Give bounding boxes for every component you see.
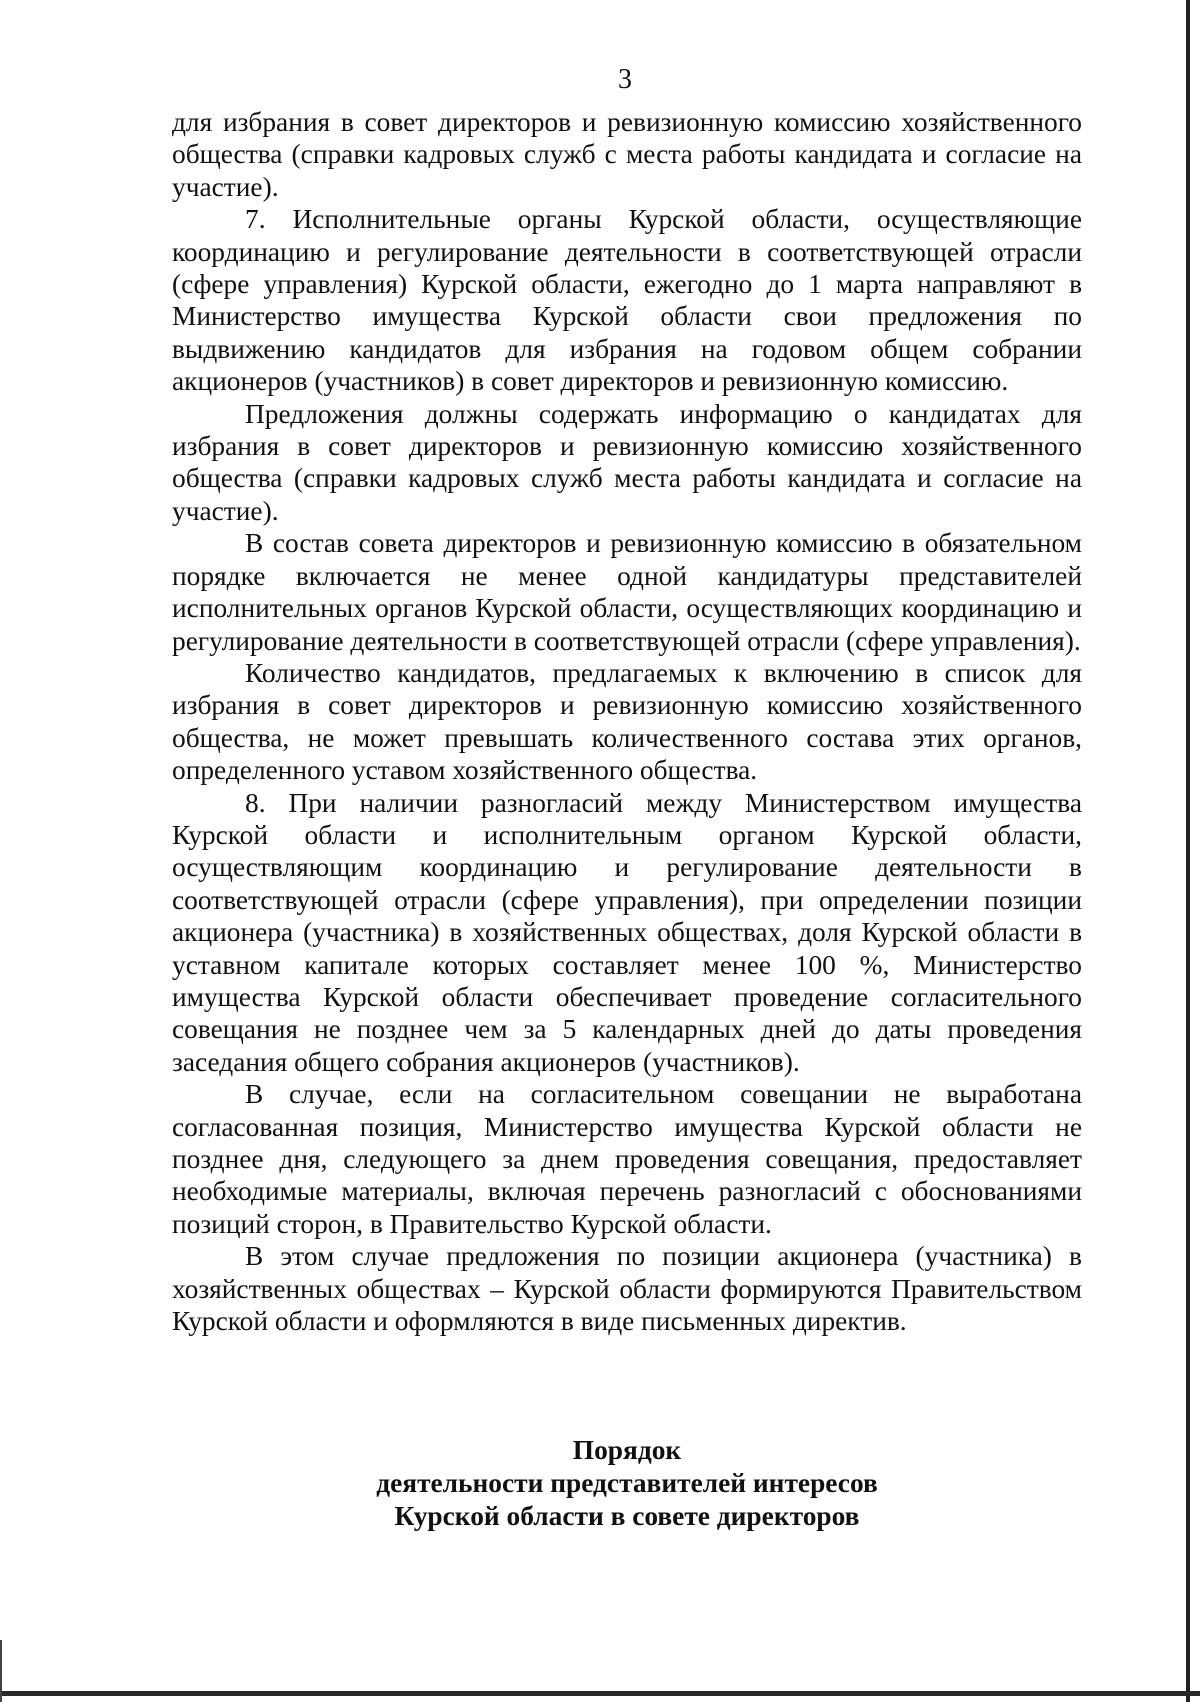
page-number: 3 [618,64,632,95]
paragraph-board-composition: В состав совета директоров и ревизионную комиссию в обязательном порядке включается не менее одной кандидатуры представителей исполнительных органов Курской области, осуществляющих координацию и регулирование деятельности в соответствующей отрасли (сфере управления). [172,528,1082,656]
heading-line-1: Порядок [572,1435,682,1465]
scan-edge-right [1186,0,1190,1702]
document-body [172,106,1082,1337]
paragraph-item-7: 7. Исполнительные органы Курской области, осуществляющие координацию и регулирование деятельности в соответствующей отрасли (сфере управления) Курской области, ежегодно до 1 марта направляют в Министерство имущества Курской области свои предложения по выдвижению кандидатов для избрания на годовом общем собрании акционеров (участников) в совет директоров и ревизионную комиссию. [172,204,1082,397]
scan-edge-bottom [0,1691,1200,1696]
paragraph-candidate-count: Количество кандидатов, предлагаемых к включению в список для избрания в совет директоров и ревизионную комиссию хозяйственного общества, не может превышать количественного состава этих органов, определенного уставом хозяйственного общества. [172,657,1082,786]
paragraph-continuation: для избрания в совет директоров и ревизионную комиссию хозяйственного общества (справки кадровых служб с места работы кандидата и согласие на участие). [172,107,1082,202]
paragraph-disagreement-case: В случае, если на согласительном совещании не выработана согласованная позиция, Министерство имущества Курской области не позднее дня, следующего за днем проведения совещания, предоставляет необходимые материалы, включая перечень разногласий с обоснованиями позиций сторон, в Правительство Курской области. [172,1079,1082,1239]
section-heading [172,1434,1082,1533]
heading-line-2: деятельности представителей интересов [376,1468,878,1498]
paragraph-directives: В этом случае предложения по позиции акционера (участника) в хозяйственных обществах – Курской области формируются Правительством Курской области и оформляются в виде письменных директив. [172,1241,1082,1337]
paragraph-proposals-content: Предложения должны содержать информацию о кандидатах для избрания в совет директоров и ревизионную комиссию хозяйственного общества (справки кадровых служб места работы кандидата и согласие на участие). [172,398,1082,526]
paragraph-item-8: 8. При наличии разногласий между Министерством имущества Курской области и исполнительным органом Курской области, осуществляющим координацию и регулирование деятельности в соответствующей отрасли (сфере управления), при определении позиции акционера (участника) в хозяйственных обществах, доля Курской области в уставном капитале которых составляет менее 100 %, Министерство имущества Курской области обеспечивает проведение согласительного совещания не позднее чем за 5 календарных дней до даты проведения заседания общего собрания акционеров (участников). [172,787,1082,1077]
heading-line-3: Курской области в совете директоров [394,1501,860,1531]
scan-edge-left [0,1640,2,1702]
